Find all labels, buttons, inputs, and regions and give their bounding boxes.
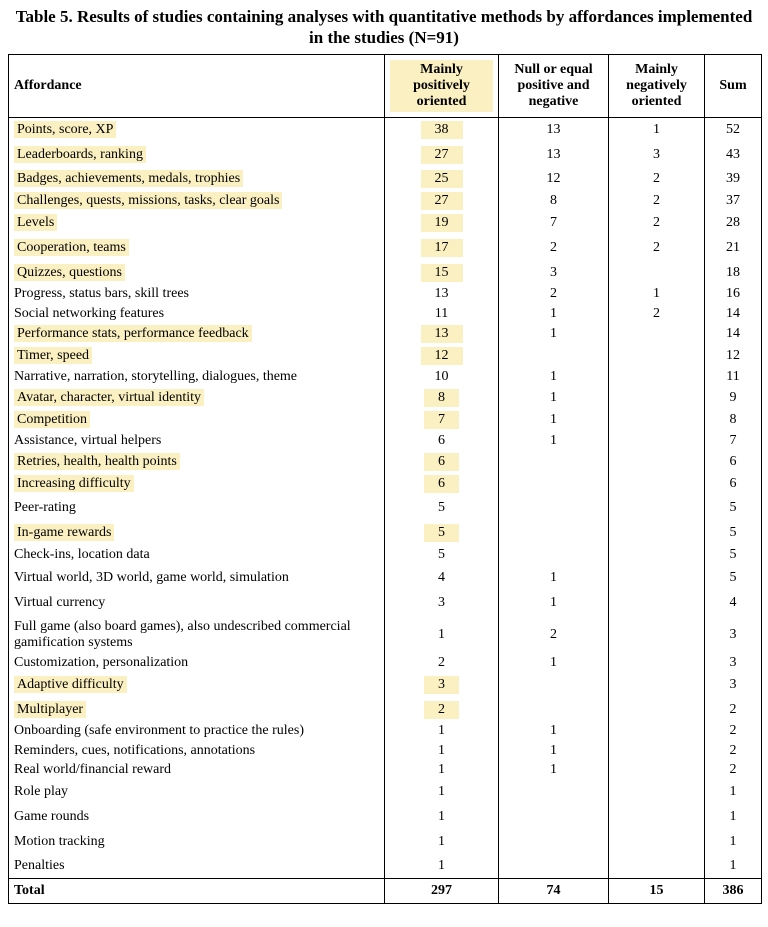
- total-negative: 15: [609, 879, 705, 904]
- positive-count: 1: [385, 722, 499, 741]
- header-affordance: Affordance: [9, 55, 385, 118]
- negative-count: 3: [609, 143, 705, 168]
- sum-count: 12: [705, 345, 762, 367]
- header-positive: [385, 55, 499, 118]
- table-row: [9, 616, 762, 654]
- table-row: [9, 168, 762, 190]
- affordance-name-highlight: Levels: [14, 214, 57, 231]
- sum-count: 52: [705, 118, 762, 143]
- affordance-name: [9, 190, 385, 212]
- neutral-count: [499, 473, 609, 496]
- affordance-name: [9, 143, 385, 168]
- neutral-count: 8: [499, 190, 609, 212]
- neutral-count: [499, 673, 609, 698]
- neutral-count: 1: [499, 324, 609, 345]
- negative-count: [609, 521, 705, 546]
- sum-count: 39: [705, 168, 762, 190]
- sum-count: 1: [705, 855, 762, 879]
- neutral-count: [499, 496, 609, 521]
- sum-count: 7: [705, 431, 762, 451]
- neutral-count: 2: [499, 616, 609, 654]
- negative-count: [609, 473, 705, 496]
- negative-count: [609, 367, 705, 387]
- header-negative: Mainly negatively oriented: [609, 55, 705, 118]
- positive-count: 3: [385, 591, 499, 616]
- sum-count: 6: [705, 473, 762, 496]
- positive-count: [385, 473, 499, 496]
- table-row: [9, 304, 762, 324]
- affordance-name: Onboarding (safe environment to practice the rules): [9, 722, 385, 741]
- negative-count: 1: [609, 285, 705, 304]
- sum-count: 2: [705, 761, 762, 780]
- negative-count: [609, 741, 705, 761]
- neutral-count: 1: [499, 722, 609, 741]
- affordance-name: Game rounds: [9, 805, 385, 830]
- table-row: [9, 722, 762, 741]
- table-row: [9, 780, 762, 805]
- table-row: [9, 345, 762, 367]
- negative-count: [609, 761, 705, 780]
- positive-count: 2: [385, 654, 499, 673]
- affordance-name: [9, 261, 385, 285]
- table-row: [9, 830, 762, 855]
- results-table-wrapper: [8, 54, 761, 904]
- sum-count: 1: [705, 780, 762, 805]
- negative-count: 2: [609, 235, 705, 261]
- positive-count: [385, 118, 499, 143]
- table-row: [9, 521, 762, 546]
- negative-count: [609, 409, 705, 431]
- sum-count: 5: [705, 521, 762, 546]
- table-row: [9, 654, 762, 673]
- negative-count: [609, 830, 705, 855]
- positive-count-highlight: 8: [424, 389, 459, 407]
- header-neutral: Null or equal positive and negative: [499, 55, 609, 118]
- negative-count: [609, 805, 705, 830]
- positive-count-highlight: 27: [421, 146, 463, 164]
- sum-count: 3: [705, 654, 762, 673]
- sum-count: 14: [705, 324, 762, 345]
- positive-count-highlight: 38: [421, 121, 463, 139]
- negative-count: [609, 616, 705, 654]
- affordance-name: Penalties: [9, 855, 385, 879]
- table-row: [9, 387, 762, 409]
- sum-count: 18: [705, 261, 762, 285]
- positive-count: 13: [385, 285, 499, 304]
- sum-count: 1: [705, 805, 762, 830]
- affordance-name: [9, 473, 385, 496]
- positive-count: [385, 698, 499, 722]
- negative-count: 2: [609, 168, 705, 190]
- table-row: [9, 118, 762, 143]
- sum-count: 37: [705, 190, 762, 212]
- affordance-name-highlight: Leaderboards, ranking: [14, 146, 146, 163]
- positive-count: [385, 212, 499, 235]
- positive-count: 1: [385, 830, 499, 855]
- affordance-name-highlight: Avatar, character, virtual identity: [14, 389, 204, 406]
- negative-count: [609, 780, 705, 805]
- sum-count: 3: [705, 673, 762, 698]
- neutral-count: 1: [499, 565, 609, 591]
- negative-count: [609, 591, 705, 616]
- table-row: [9, 190, 762, 212]
- negative-count: [609, 855, 705, 879]
- affordance-name: [9, 212, 385, 235]
- affordance-name: Progress, status bars, skill trees: [9, 285, 385, 304]
- positive-count-highlight: 3: [424, 676, 459, 694]
- negative-count: [609, 324, 705, 345]
- affordance-name: Role play: [9, 780, 385, 805]
- negative-count: 1: [609, 118, 705, 143]
- positive-count-highlight: 25: [421, 170, 463, 188]
- affordance-name: Assistance, virtual helpers: [9, 431, 385, 451]
- affordance-name: Virtual world, 3D world, game world, simulation: [9, 565, 385, 591]
- header-positive-label: Mainly positively oriented: [390, 60, 493, 112]
- positive-count-highlight: 27: [421, 192, 463, 210]
- neutral-count: [499, 805, 609, 830]
- total-row: [9, 879, 762, 904]
- neutral-count: 1: [499, 304, 609, 324]
- affordance-name: [9, 235, 385, 261]
- table-row: [9, 212, 762, 235]
- neutral-count: 1: [499, 409, 609, 431]
- neutral-count: 1: [499, 591, 609, 616]
- affordance-name: [9, 168, 385, 190]
- sum-count: 21: [705, 235, 762, 261]
- affordance-name-highlight: Multiplayer: [14, 701, 86, 718]
- neutral-count: 13: [499, 143, 609, 168]
- positive-count: 6: [385, 431, 499, 451]
- table-row: [9, 591, 762, 616]
- sum-count: 16: [705, 285, 762, 304]
- positive-count: [385, 235, 499, 261]
- table-row: [9, 324, 762, 345]
- sum-count: 9: [705, 387, 762, 409]
- affordance-name-highlight: Adaptive difficulty: [14, 676, 127, 693]
- positive-count: [385, 409, 499, 431]
- affordance-name-highlight: Badges, achievements, medals, trophies: [14, 170, 243, 187]
- neutral-count: [499, 451, 609, 473]
- positive-count: 1: [385, 761, 499, 780]
- neutral-count: 1: [499, 654, 609, 673]
- affordance-name: Customization, personalization: [9, 654, 385, 673]
- table-row: [9, 673, 762, 698]
- table-row: [9, 235, 762, 261]
- table-row: [9, 473, 762, 496]
- neutral-count: 1: [499, 387, 609, 409]
- table-row: [9, 698, 762, 722]
- affordance-name-highlight: Performance stats, performance feedback: [14, 325, 252, 342]
- table-row: [9, 761, 762, 780]
- affordance-name-highlight: Challenges, quests, missions, tasks, clear goals: [14, 192, 282, 209]
- table-body: [9, 118, 762, 879]
- total-sum: 386: [705, 879, 762, 904]
- neutral-count: 2: [499, 235, 609, 261]
- affordance-name: [9, 118, 385, 143]
- table-row: [9, 143, 762, 168]
- positive-count: [385, 324, 499, 345]
- positive-count: 5: [385, 496, 499, 521]
- affordance-name-highlight: Increasing difficulty: [14, 475, 134, 492]
- affordance-name: [9, 521, 385, 546]
- neutral-count: [499, 855, 609, 879]
- positive-count: 1: [385, 616, 499, 654]
- affordance-name: Social networking features: [9, 304, 385, 324]
- header-row: [9, 55, 762, 118]
- header-sum: Sum: [705, 55, 762, 118]
- affordance-name: Narrative, narration, storytelling, dialogues, theme: [9, 367, 385, 387]
- sum-count: 14: [705, 304, 762, 324]
- positive-count-highlight: 5: [424, 524, 459, 542]
- negative-count: [609, 546, 705, 565]
- neutral-count: [499, 345, 609, 367]
- sum-count: 2: [705, 698, 762, 722]
- sum-count: 11: [705, 367, 762, 387]
- table-row: [9, 741, 762, 761]
- positive-count: [385, 673, 499, 698]
- affordance-name-highlight: Quizzes, questions: [14, 264, 125, 281]
- neutral-count: 12: [499, 168, 609, 190]
- positive-count: 1: [385, 780, 499, 805]
- negative-count: [609, 565, 705, 591]
- sum-count: 2: [705, 741, 762, 761]
- positive-count: 5: [385, 546, 499, 565]
- neutral-count: 3: [499, 261, 609, 285]
- neutral-count: [499, 698, 609, 722]
- affordance-name: Real world/financial reward: [9, 761, 385, 780]
- positive-count: 10: [385, 367, 499, 387]
- neutral-count: [499, 546, 609, 565]
- results-table: [8, 54, 762, 904]
- sum-count: 43: [705, 143, 762, 168]
- negative-count: [609, 431, 705, 451]
- affordance-name-highlight: Timer, speed: [14, 347, 92, 364]
- affordance-name-highlight: Retries, health, health points: [14, 453, 180, 470]
- affordance-name: [9, 345, 385, 367]
- neutral-count: 1: [499, 431, 609, 451]
- negative-count: [609, 722, 705, 741]
- sum-count: 5: [705, 546, 762, 565]
- positive-count-highlight: 17: [421, 239, 463, 257]
- negative-count: 2: [609, 304, 705, 324]
- table-row: [9, 546, 762, 565]
- sum-count: 5: [705, 496, 762, 521]
- sum-count: 6: [705, 451, 762, 473]
- sum-count: 2: [705, 722, 762, 741]
- total-neutral: 74: [499, 879, 609, 904]
- positive-count-highlight: 7: [424, 411, 459, 429]
- table-row: [9, 565, 762, 591]
- affordance-name: [9, 451, 385, 473]
- positive-count-highlight: 6: [424, 475, 459, 493]
- positive-count: [385, 261, 499, 285]
- neutral-count: 1: [499, 761, 609, 780]
- positive-count: [385, 345, 499, 367]
- neutral-count: 1: [499, 367, 609, 387]
- affordance-name-highlight: Cooperation, teams: [14, 239, 129, 256]
- affordance-name: [9, 673, 385, 698]
- affordance-name: Check-ins, location data: [9, 546, 385, 565]
- neutral-count: 1: [499, 741, 609, 761]
- affordance-name-highlight: In-game rewards: [14, 524, 114, 541]
- positive-count-highlight: 13: [421, 325, 463, 343]
- affordance-name: Full game (also board games), also undescribed commercial gamification systems: [9, 616, 385, 654]
- total-positive: 297: [385, 879, 499, 904]
- negative-count: 2: [609, 212, 705, 235]
- neutral-count: 2: [499, 285, 609, 304]
- table-row: [9, 367, 762, 387]
- neutral-count: [499, 521, 609, 546]
- table-row: [9, 431, 762, 451]
- table-row: [9, 451, 762, 473]
- positive-count: 11: [385, 304, 499, 324]
- table-row: [9, 855, 762, 879]
- table-row: [9, 496, 762, 521]
- table-row: [9, 409, 762, 431]
- positive-count: [385, 521, 499, 546]
- positive-count-highlight: 2: [424, 701, 459, 719]
- total-label: Total: [9, 879, 385, 904]
- neutral-count: [499, 830, 609, 855]
- positive-count-highlight: 6: [424, 453, 459, 471]
- negative-count: [609, 451, 705, 473]
- neutral-count: 7: [499, 212, 609, 235]
- sum-count: 4: [705, 591, 762, 616]
- affordance-name: Peer-rating: [9, 496, 385, 521]
- negative-count: [609, 698, 705, 722]
- positive-count: 1: [385, 741, 499, 761]
- negative-count: 2: [609, 190, 705, 212]
- positive-count: [385, 168, 499, 190]
- affordance-name: [9, 698, 385, 722]
- affordance-name: [9, 409, 385, 431]
- table-row: [9, 261, 762, 285]
- positive-count-highlight: 15: [421, 264, 463, 282]
- affordance-name: [9, 324, 385, 345]
- positive-count: 4: [385, 565, 499, 591]
- positive-count: [385, 387, 499, 409]
- sum-count: 8: [705, 409, 762, 431]
- positive-count: 1: [385, 855, 499, 879]
- negative-count: [609, 673, 705, 698]
- positive-count: [385, 190, 499, 212]
- affordance-name-highlight: Points, score, XP: [14, 121, 116, 138]
- negative-count: [609, 261, 705, 285]
- affordance-name: [9, 387, 385, 409]
- negative-count: [609, 345, 705, 367]
- neutral-count: [499, 780, 609, 805]
- positive-count: [385, 451, 499, 473]
- sum-count: 28: [705, 212, 762, 235]
- negative-count: [609, 387, 705, 409]
- negative-count: [609, 496, 705, 521]
- positive-count: [385, 143, 499, 168]
- affordance-name: Reminders, cues, notifications, annotations: [9, 741, 385, 761]
- positive-count-highlight: 12: [421, 347, 463, 365]
- sum-count: 1: [705, 830, 762, 855]
- table-row: [9, 805, 762, 830]
- affordance-name: Virtual currency: [9, 591, 385, 616]
- table-row: [9, 285, 762, 304]
- neutral-count: 13: [499, 118, 609, 143]
- affordance-name: Motion tracking: [9, 830, 385, 855]
- sum-count: 5: [705, 565, 762, 591]
- negative-count: [609, 654, 705, 673]
- positive-count-highlight: 19: [421, 214, 463, 232]
- positive-count: 1: [385, 805, 499, 830]
- table-title: Table 5. Results of studies containing analyses with quantitative methods by affordances implemented in the studies (N=91): [15, 7, 753, 47]
- affordance-name-highlight: Competition: [14, 411, 90, 428]
- sum-count: 3: [705, 616, 762, 654]
